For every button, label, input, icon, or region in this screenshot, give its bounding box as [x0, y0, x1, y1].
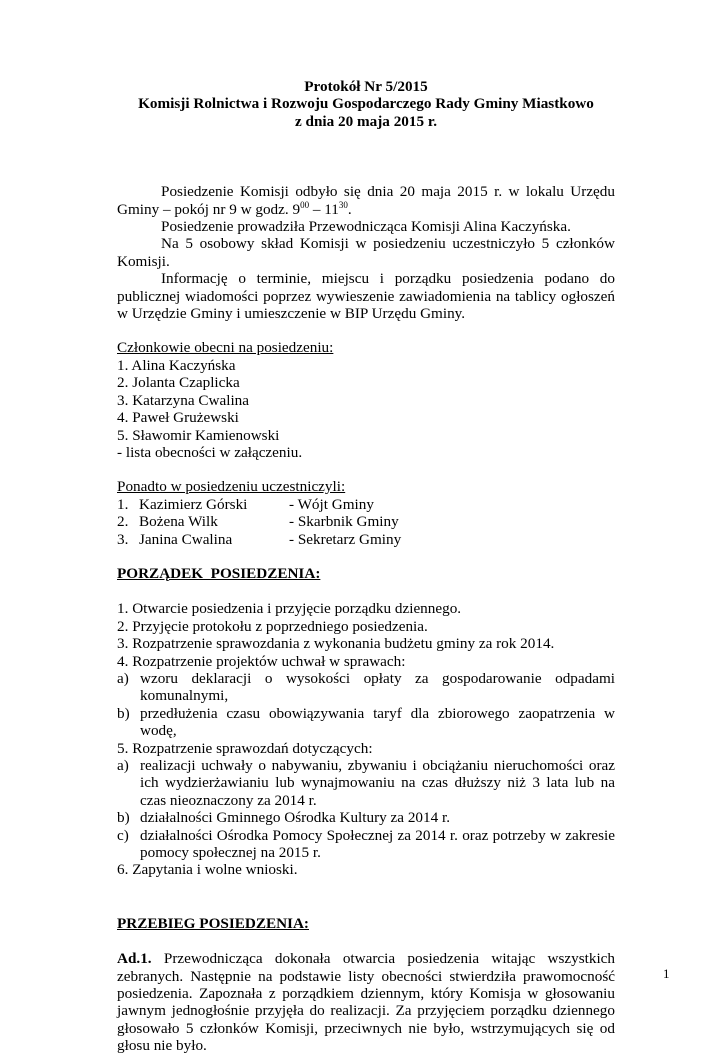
guest-number: 2. — [117, 513, 129, 531]
intro-paragraph-2: Posiedzenie prowadziła Przewodnicząca Komisji Alina Kaczyńska. — [161, 218, 571, 236]
guest-row — [117, 496, 615, 513]
guest-name: Janina Cwalina — [139, 530, 233, 548]
ad1-text: Przewodnicząca dokonała otwarcia posiedzenia witając wszystkich zebranych. Następnie na podstawie listy obecności stwierdziła prawomocność posiedzenia. Zapoznała z porządkiem dziennym, który Komisja w głosowaniu jawnym jednogłośnie przyjęła do realizacji. Za przyjęciem porządku dziennego głosowało 5 członków Komisji, przeciwnych nie było, wstrzymujących się od głosu nie było. — [117, 950, 615, 1055]
intro-section — [117, 183, 615, 322]
member-item: 1. Alina Kaczyńska — [117, 356, 236, 374]
subitem-text: realizacji uchwały o nabywaniu, zbywaniu i obciążaniu nieruchomości oraz ich wydzierżawianiu lub wynajmowaniu na czas dłuższy niż 3 lata lub na czas nieoznaczony za 2014 r. — [140, 757, 615, 809]
agenda-list — [117, 600, 615, 879]
member-item: 5. Sławomir Kamienowski — [117, 426, 280, 444]
guest-name: Bożena Wilk — [139, 513, 218, 531]
guests-heading: Ponadto w posiedzeniu uczestniczyli: — [117, 478, 346, 496]
subitem-text: przedłużenia czasu obowiązywania taryf dla zbiorowego zaopatrzenia w wodę, — [140, 704, 615, 740]
agenda-item: 4. Rozpatrzenie projektów uchwał w sprawach: — [117, 652, 406, 670]
intro-paragraph-1: Posiedzenie Komisji odbyło się dnia 20 maja 2015 r. w lokalu Urzędu Gminy – pokój nr 9 w godz. $9^{00} - 11^{30}$. — [117, 183, 615, 218]
guest-row — [117, 531, 615, 548]
agenda-item: 3. Rozpatrzenie sprawozdania z wykonania budżetu gminy za rok 2014. — [117, 635, 555, 653]
guest-role: - Skarbnik Gminy — [289, 513, 399, 531]
agenda-subitem — [117, 670, 615, 705]
document-page — [117, 78, 615, 1055]
agenda-item: 2. Przyjęcie protokołu z poprzedniego posiedzenia. — [117, 617, 428, 635]
subitem-text: działalności Gminnego Ośrodka Kultury za 2014 r. — [140, 809, 451, 827]
agenda-subitem — [117, 705, 615, 740]
committee-name: Komisji Rolnictwa i Rozwoju Gospodarczego Rady Gminy Miastkowo — [138, 95, 594, 113]
proceedings-heading: PRZEBIEG POSIEDZENIA: — [117, 914, 309, 932]
page-number: 1 — [663, 966, 670, 981]
member-item: 2. Jolanta Czaplicka — [117, 374, 240, 392]
ad1-label: Ad.1. — [117, 950, 152, 968]
intro-paragraph-4: Informację o terminie, miejscu i porządku posiedzenia podano do publicznej wiadomości poprzez wywieszenie zawiadomienia na tablicy ogłoszeń w Urzędzie Gminy i umieszczenie w BIP Urzędu Gminy. — [117, 270, 615, 323]
intro-paragraph-3: Na 5 osobowy skład Komisji w posiedzeniu uczestniczyło 5 członków Komisji. — [117, 235, 615, 270]
agenda-item: 6. Zapytania i wolne wnioski. — [117, 861, 298, 879]
subitem-text: działalności Ośrodka Pomocy Społecznej za 2014 r. oraz potrzeby w zakresie pomocy społecznej na 2015 r. — [140, 826, 615, 862]
subitem-label: b) — [117, 809, 130, 827]
agenda-subitem — [117, 809, 615, 826]
guest-role: - Wójt Gminy — [289, 495, 374, 513]
agenda-subitem — [117, 757, 615, 809]
protocol-date: z dnia 20 maja 2015 r. — [294, 112, 438, 130]
guest-number: 3. — [117, 530, 129, 548]
agenda-item: 1. Otwarcie posiedzenia i przyjęcie porządku dziennego. — [117, 600, 462, 618]
subitem-label: b) — [117, 704, 130, 722]
guest-role: - Sekretarz Gminy — [289, 530, 402, 548]
agenda-item: 5. Rozpatrzenie sprawozdań dotyczących: — [117, 739, 373, 757]
protocol-number: Protokół Nr 5/2015 — [304, 78, 428, 95]
guest-name: Kazimierz Górski — [139, 495, 248, 513]
members-heading: Członkowie obecni na posiedzeniu: — [117, 339, 334, 357]
member-item: 3. Katarzyna Cwalina — [117, 391, 249, 409]
subitem-label: c) — [117, 826, 129, 844]
subitem-label: a) — [117, 757, 129, 774]
attendance-note: - lista obecności w załączeniu. — [117, 443, 303, 461]
agenda-subitem — [117, 827, 615, 862]
subitem-label: a) — [117, 669, 129, 687]
ad1-paragraph — [117, 950, 615, 1054]
subitem-text: wzoru deklaracji o wysokości opłaty za gospodarowanie odpadami komunalnymi, — [140, 669, 615, 705]
members-section — [117, 339, 615, 461]
document-header — [117, 78, 615, 130]
guest-number: 1. — [117, 495, 129, 513]
guests-section — [117, 478, 615, 548]
guest-row — [117, 513, 615, 530]
agenda-heading: PORZĄDEK POSIEDZENIA: — [117, 564, 321, 582]
member-item: 4. Paweł Grużewski — [117, 409, 239, 427]
